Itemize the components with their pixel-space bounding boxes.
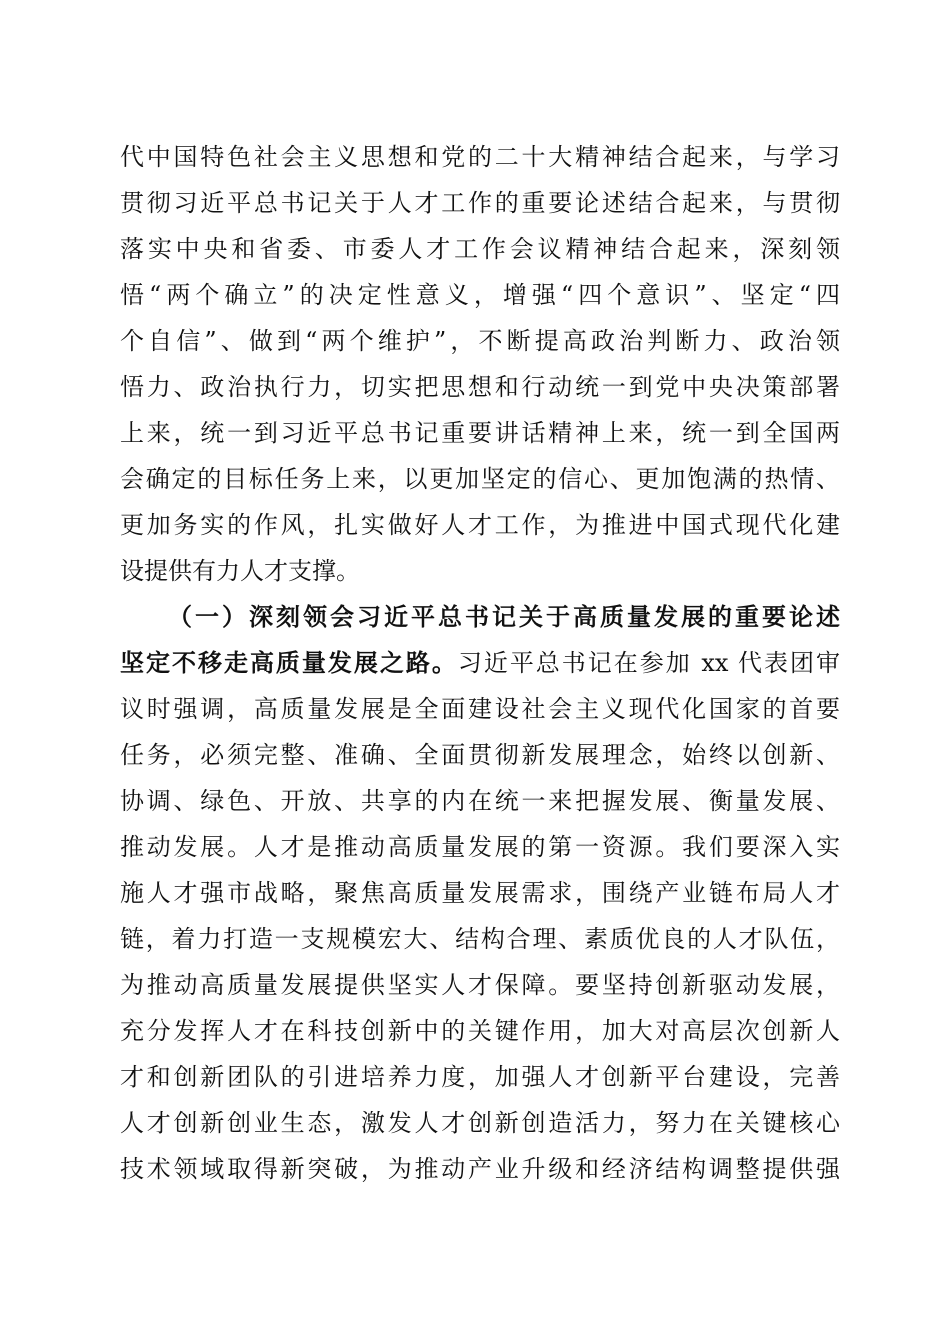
paragraph-2 [120, 594, 840, 1192]
paragraph-line: 上来，统一到习近平总书记重要讲话精神上来，统一到全国两 [120, 419, 840, 447]
paragraph-line: 协调、绿色、开放、共享的内在统一来把握发展、衡量发展、 [120, 787, 840, 815]
paragraph-line: 充分发挥人才在科技创新中的关键作用，加大对高层次创新人 [120, 1017, 840, 1045]
paragraph-line: 代中国特色社会主义思想和党的二十大精神结合起来，与学习 [120, 143, 840, 171]
paragraph-line: 设提供有力人才支撑。 [120, 557, 360, 585]
paragraph-line: 才和创新团队的引进培养力度，加强人才创新平台建设，完善 [120, 1063, 840, 1091]
paragraph-line [120, 640, 840, 686]
section-heading: （一）深刻领会习近平总书记关于高质量发展的重要论述 [168, 602, 840, 631]
paragraph-line: 更加务实的作风，扎实做好人才工作，为推进中国式现代化建 [120, 511, 840, 539]
paragraph-line: 落实中央和省委、市委人才工作会议精神结合起来，深刻领 [120, 235, 840, 263]
paragraph-line: 链，着力打造一支规模宏大、结构合理、素质优良的人才队伍， [120, 925, 840, 953]
paragraph-line: 贯彻习近平总书记关于人才工作的重要论述结合起来，与贯彻 [120, 189, 840, 217]
paragraph-line: 为推动高质量发展提供坚实人才保障。要坚持创新驱动发展， [120, 971, 840, 999]
paragraph-text: 习近平总书记在参加 xx 代表团审 [457, 649, 841, 677]
paragraph-line: 推动发展。人才是推动高质量发展的第一资源。我们要深入实 [120, 833, 840, 861]
paragraph-line: 施人才强市战略，聚焦高质量发展需求，围绕产业链布局人才 [120, 879, 840, 907]
paragraph-1 [120, 134, 840, 594]
paragraph-line: 悟力、政治执行力，切实把思想和行动统一到党中央决策部署 [120, 373, 840, 401]
section-heading-continuation: 坚定不移走高质量发展之路。 [120, 648, 458, 677]
paragraph-line: 技术领域取得新突破，为推动产业升级和经济结构调整提供强 [120, 1155, 840, 1183]
paragraph-line: 个自信”、做到“两个维护”，不断提高政治判断力、政治领 [120, 327, 840, 355]
paragraph-line: 议时强调，高质量发展是全面建设社会主义现代化国家的首要 [120, 695, 840, 723]
paragraph-line: 任务，必须完整、准确、全面贯彻新发展理念，始终以创新、 [120, 741, 840, 769]
paragraph-line: 人才创新创业生态，激发人才创新创造活力，努力在关键核心 [120, 1109, 840, 1137]
paragraph-line: 悟“两个确立”的决定性意义，增强“四个意识”、坚定“四 [120, 281, 840, 309]
paragraph-line: 会确定的目标任务上来，以更加坚定的信心、更加饱满的热情、 [120, 465, 840, 493]
